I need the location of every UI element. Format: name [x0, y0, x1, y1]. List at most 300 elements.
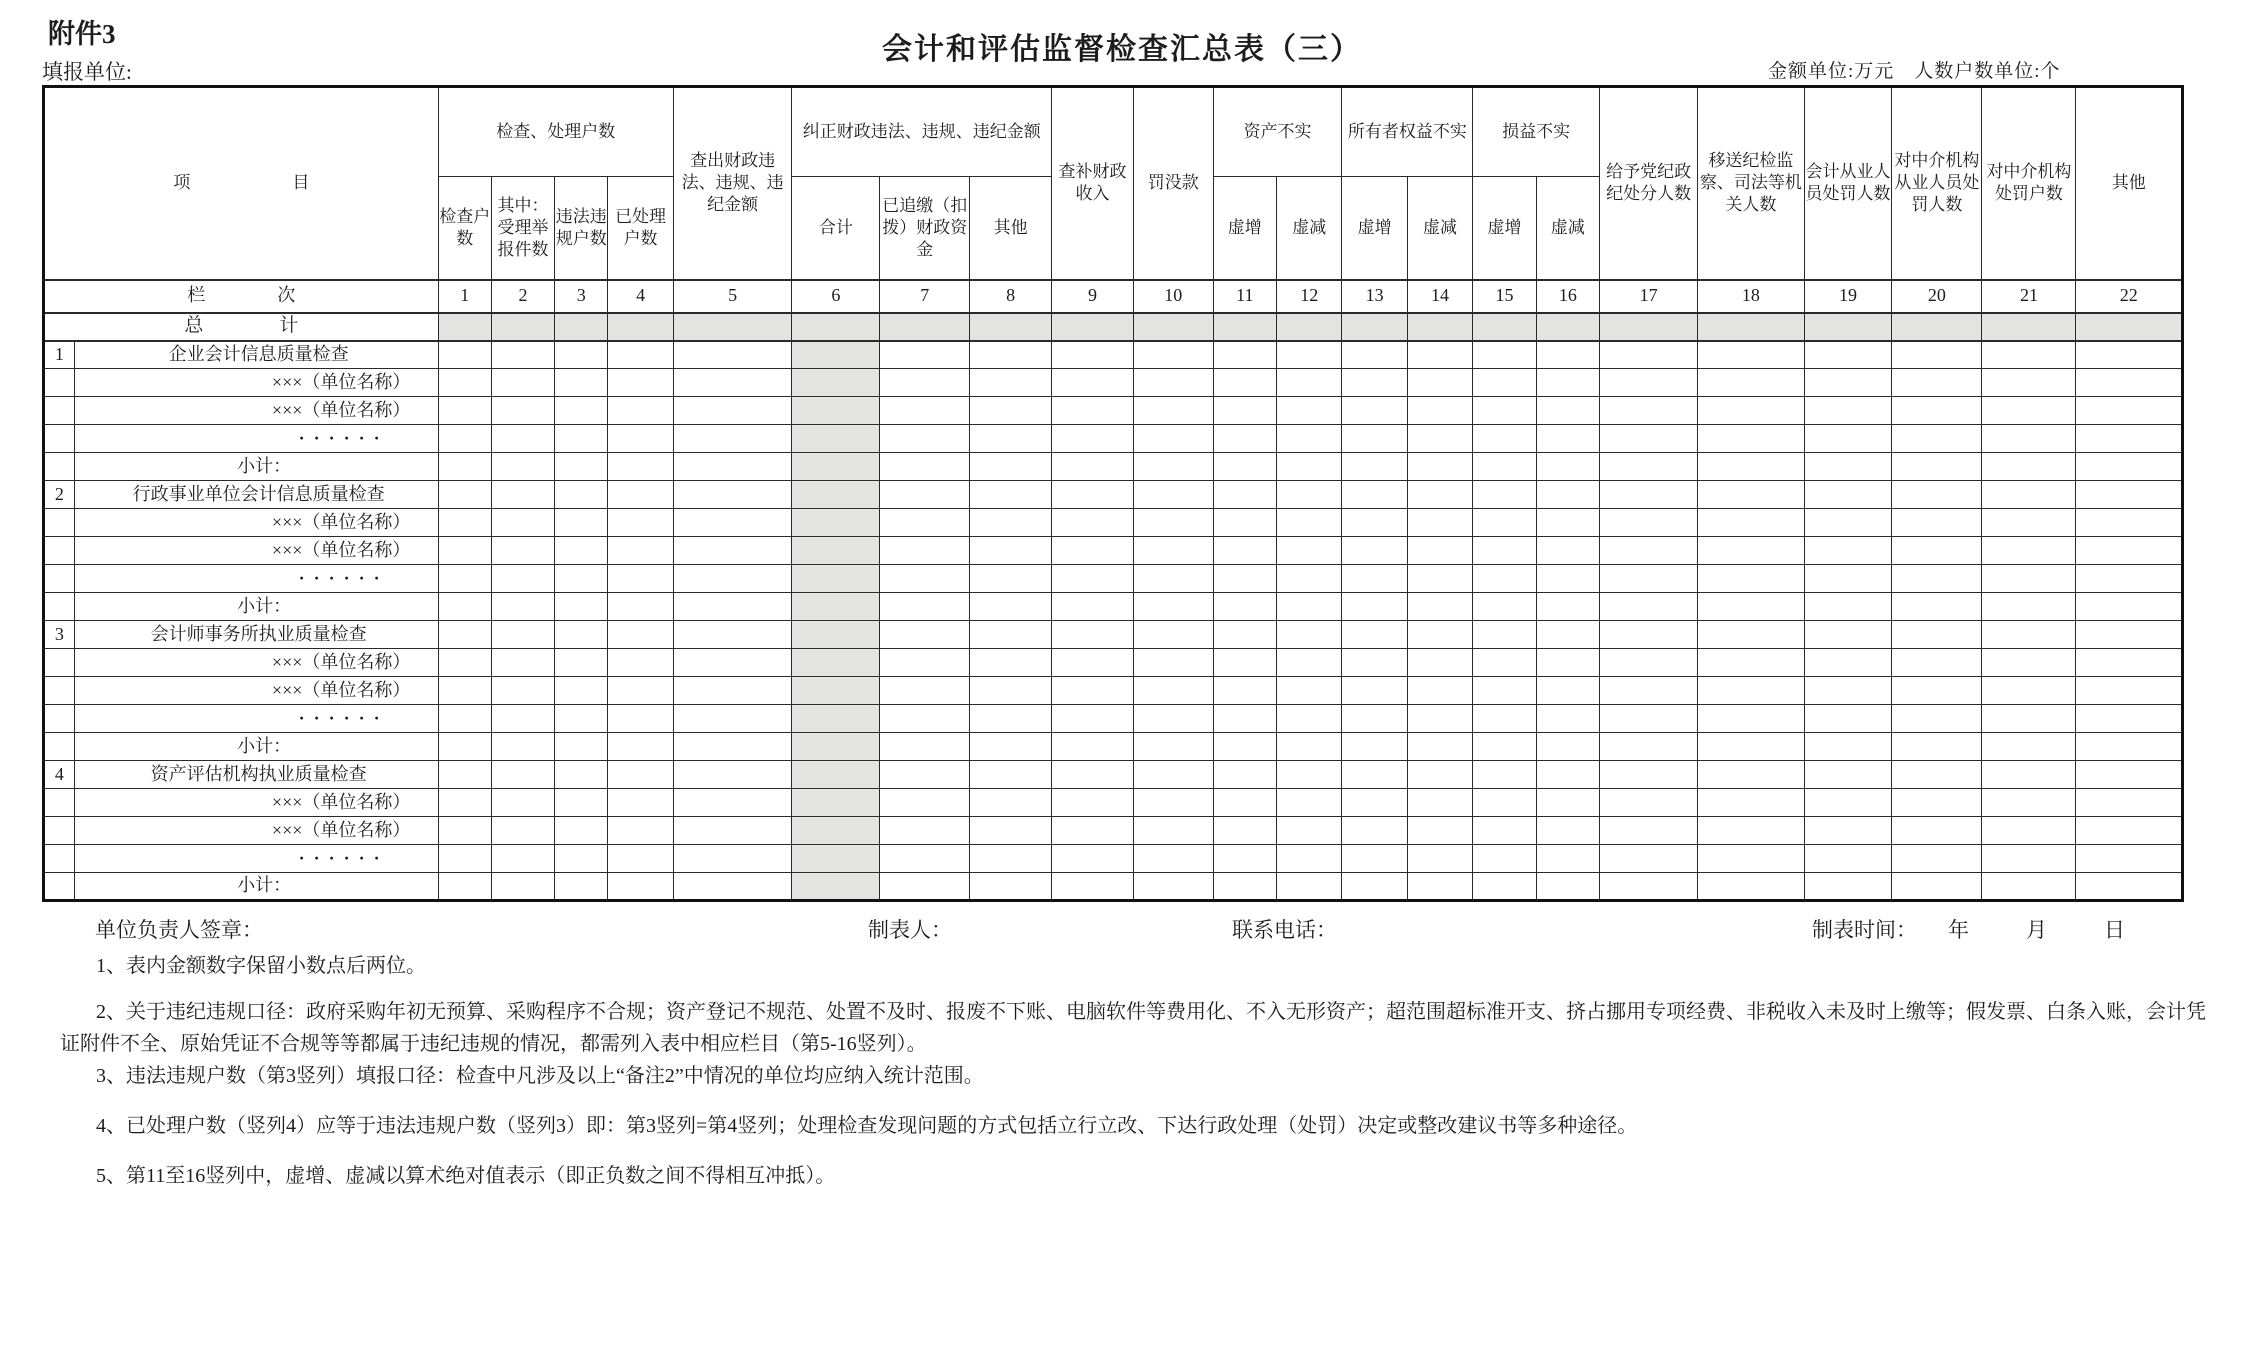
table-row — [44, 397, 2183, 425]
data-cell — [1407, 845, 1472, 873]
data-cell — [608, 761, 673, 789]
data-cell — [1473, 649, 1536, 677]
table-row — [44, 509, 2183, 537]
data-cell — [1804, 509, 1892, 537]
col-number-cell: 20 — [1892, 280, 1982, 313]
data-cell — [491, 369, 554, 397]
data-cell — [1407, 649, 1472, 677]
table-row — [44, 873, 2183, 901]
data-cell — [438, 453, 491, 481]
data-cell — [1407, 817, 1472, 845]
data-cell — [880, 509, 970, 537]
data-cell — [1600, 565, 1698, 593]
row-number-cell — [44, 845, 75, 873]
data-cell — [608, 397, 673, 425]
data-cell — [1052, 397, 1134, 425]
data-cell — [438, 481, 491, 509]
data-cell — [1342, 705, 1407, 733]
data-cell — [1133, 621, 1213, 649]
data-cell — [1804, 453, 1892, 481]
data-cell — [792, 341, 880, 369]
data-cell — [1804, 621, 1892, 649]
data-cell — [880, 397, 970, 425]
col-header-checked: 检查户数 — [438, 177, 491, 280]
data-cell — [1473, 537, 1536, 565]
data-cell — [1342, 845, 1407, 873]
data-cell — [1982, 397, 2076, 425]
data-cell — [970, 481, 1052, 509]
group-header-correct-amount: 纠正财政违法、违规、违纪金额 — [792, 87, 1052, 177]
data-cell — [1600, 509, 1698, 537]
data-cell — [1277, 425, 1342, 453]
data-cell — [555, 369, 608, 397]
data-cell — [438, 369, 491, 397]
data-cell — [1342, 481, 1407, 509]
row-label-cell: 企业会计信息质量检查 — [74, 341, 438, 369]
data-cell — [1473, 425, 1536, 453]
data-cell — [491, 509, 554, 537]
row-number-cell — [44, 369, 75, 397]
data-cell — [1277, 537, 1342, 565]
data-cell — [1982, 537, 2076, 565]
data-cell — [1133, 593, 1213, 621]
data-cell — [2076, 397, 2183, 425]
data-cell — [1407, 873, 1472, 901]
data-cell — [1536, 425, 1599, 453]
data-cell — [880, 761, 970, 789]
data-cell — [1982, 649, 2076, 677]
data-cell — [2076, 509, 2183, 537]
table-row — [44, 593, 2183, 621]
note-item: 3、违法违规户数（第3竖列）填报口径：检查中凡涉及以上“备注2”中情况的单位均应纳入统计范围。 — [96, 1065, 984, 1087]
data-cell — [880, 705, 970, 733]
col-number-cell: 14 — [1407, 280, 1472, 313]
data-cell — [1804, 341, 1892, 369]
data-cell — [1536, 593, 1599, 621]
data-cell — [880, 677, 970, 705]
row-label-cell: ×××（单位名称） — [74, 369, 438, 397]
data-cell — [880, 313, 970, 341]
data-cell — [555, 425, 608, 453]
data-cell — [1982, 509, 2076, 537]
data-cell — [880, 649, 970, 677]
data-cell — [2076, 845, 2183, 873]
data-cell — [1600, 425, 1698, 453]
row-label-cell: 小计： — [74, 593, 438, 621]
data-cell — [1892, 845, 1982, 873]
group-header-profit-false: 损益不实 — [1473, 87, 1600, 177]
data-cell — [1536, 369, 1599, 397]
data-cell — [673, 649, 792, 677]
data-cell — [673, 369, 792, 397]
row-number-cell: 1 — [44, 341, 75, 369]
data-cell — [673, 509, 792, 537]
data-cell — [1213, 509, 1276, 537]
data-cell — [438, 341, 491, 369]
data-cell — [1052, 313, 1134, 341]
data-cell — [1804, 397, 1892, 425]
row-label-cell: 资产评估机构执业质量检查 — [74, 761, 438, 789]
data-cell — [970, 313, 1052, 341]
row-number-cell — [44, 509, 75, 537]
data-cell — [1213, 845, 1276, 873]
data-cell — [970, 761, 1052, 789]
data-cell — [1536, 873, 1599, 901]
signature-label: 单位负责人签章： — [95, 918, 263, 942]
col-number-cell: 2 — [491, 280, 554, 313]
data-cell — [1892, 481, 1982, 509]
data-cell — [673, 453, 792, 481]
data-cell — [1473, 705, 1536, 733]
data-cell — [970, 621, 1052, 649]
row-label-cell: 小计： — [74, 453, 438, 481]
data-cell — [1892, 789, 1982, 817]
data-cell — [1407, 593, 1472, 621]
data-cell — [1407, 677, 1472, 705]
row-label-cell: 小计： — [74, 733, 438, 761]
data-cell — [1892, 649, 1982, 677]
table-row — [44, 761, 2183, 789]
data-cell — [1698, 425, 1804, 453]
data-cell — [438, 593, 491, 621]
data-cell — [608, 733, 673, 761]
data-cell — [1052, 509, 1134, 537]
data-cell — [1213, 565, 1276, 593]
data-cell — [880, 789, 970, 817]
data-cell — [608, 705, 673, 733]
data-cell — [1473, 369, 1536, 397]
col-header-reported: 其中：受理举报件数 — [491, 177, 554, 280]
data-cell — [1133, 369, 1213, 397]
data-cell — [1277, 397, 1342, 425]
data-cell — [608, 369, 673, 397]
data-cell — [1804, 873, 1892, 901]
preparer-label: 制表人： — [868, 918, 952, 942]
table-row — [44, 677, 2183, 705]
group-header-equity-false: 所有者权益不实 — [1342, 87, 1473, 177]
data-cell — [792, 425, 880, 453]
col-number-cell: 17 — [1600, 280, 1698, 313]
data-cell — [1600, 453, 1698, 481]
data-cell — [555, 705, 608, 733]
data-cell — [1698, 789, 1804, 817]
row-label-cell: ······ — [74, 845, 438, 873]
data-cell — [438, 789, 491, 817]
data-cell — [1342, 677, 1407, 705]
data-cell — [673, 873, 792, 901]
data-cell — [792, 649, 880, 677]
data-cell — [970, 537, 1052, 565]
data-cell — [1536, 761, 1599, 789]
col-number-cell: 7 — [880, 280, 970, 313]
group-header-asset-false: 资产不实 — [1213, 87, 1342, 177]
data-cell — [2076, 313, 2183, 341]
data-cell — [1892, 817, 1982, 845]
data-cell — [555, 677, 608, 705]
col-number-cell: 10 — [1133, 280, 1213, 313]
data-cell — [673, 817, 792, 845]
data-cell — [1213, 481, 1276, 509]
data-cell — [1536, 481, 1599, 509]
data-cell — [1698, 649, 1804, 677]
col-number-cell: 15 — [1473, 280, 1536, 313]
data-cell — [2076, 621, 2183, 649]
data-cell — [1982, 845, 2076, 873]
data-cell — [1277, 705, 1342, 733]
phone-label: 联系电话： — [1232, 918, 1337, 942]
data-cell — [1133, 341, 1213, 369]
data-cell — [608, 313, 673, 341]
data-cell — [970, 565, 1052, 593]
data-cell — [1892, 705, 1982, 733]
data-cell — [1133, 509, 1213, 537]
data-cell — [1277, 565, 1342, 593]
table-row — [44, 481, 2183, 509]
data-cell — [1892, 537, 1982, 565]
data-cell — [1892, 733, 1982, 761]
data-cell — [1473, 677, 1536, 705]
row-number-cell — [44, 873, 75, 901]
data-cell — [1982, 453, 2076, 481]
data-cell — [1407, 621, 1472, 649]
data-cell — [2076, 761, 2183, 789]
data-cell — [1600, 649, 1698, 677]
row-label-cell: ×××（单位名称） — [74, 397, 438, 425]
data-cell — [1407, 481, 1472, 509]
data-cell — [1892, 593, 1982, 621]
data-cell — [1600, 761, 1698, 789]
data-cell — [1698, 313, 1804, 341]
data-cell — [1600, 621, 1698, 649]
data-cell — [1213, 313, 1276, 341]
data-cell — [1133, 873, 1213, 901]
data-cell — [970, 845, 1052, 873]
data-cell — [792, 789, 880, 817]
data-cell — [792, 593, 880, 621]
data-cell — [1133, 313, 1213, 341]
data-cell — [1342, 537, 1407, 565]
data-cell — [1536, 845, 1599, 873]
data-cell — [970, 705, 1052, 733]
data-cell — [792, 677, 880, 705]
data-cell — [970, 341, 1052, 369]
data-cell — [673, 397, 792, 425]
data-cell — [2076, 593, 2183, 621]
data-cell — [673, 481, 792, 509]
data-cell — [1133, 845, 1213, 873]
data-cell — [608, 341, 673, 369]
data-cell — [1892, 397, 1982, 425]
data-cell — [1600, 397, 1698, 425]
data-cell — [1804, 817, 1892, 845]
row-label-cell: ×××（单位名称） — [74, 677, 438, 705]
data-cell — [1536, 677, 1599, 705]
data-cell — [792, 453, 880, 481]
data-cell — [1133, 705, 1213, 733]
data-cell — [1982, 705, 2076, 733]
data-cell — [2076, 453, 2183, 481]
data-cell — [2076, 789, 2183, 817]
col-number-cell: 4 — [608, 280, 673, 313]
data-cell — [555, 341, 608, 369]
data-cell — [1277, 817, 1342, 845]
data-cell — [608, 817, 673, 845]
row-number-cell — [44, 677, 75, 705]
data-cell — [1407, 509, 1472, 537]
data-cell — [970, 509, 1052, 537]
note-item: 1、表内金额数字保留小数点后两位。 — [96, 955, 426, 977]
col-number-cell: 22 — [2076, 280, 2183, 313]
col-header-transfer-organs: 移送纪检监察、司法等机关人数 — [1698, 87, 1804, 280]
data-cell — [880, 873, 970, 901]
data-cell — [1407, 425, 1472, 453]
data-cell — [1407, 313, 1472, 341]
date-label: 制表时间： — [1812, 918, 1917, 942]
data-cell — [1407, 761, 1472, 789]
data-cell — [1473, 873, 1536, 901]
data-cell — [673, 761, 792, 789]
data-cell — [673, 677, 792, 705]
table-row — [44, 649, 2183, 677]
data-cell — [792, 397, 880, 425]
data-cell — [438, 649, 491, 677]
data-cell — [1213, 817, 1276, 845]
data-cell — [970, 369, 1052, 397]
col-header-illegal: 违法违规户数 — [555, 177, 608, 280]
data-cell — [491, 789, 554, 817]
data-cell — [1600, 817, 1698, 845]
data-cell — [491, 649, 554, 677]
row-label-cell: ×××（单位名称） — [74, 817, 438, 845]
col-number-cell: 19 — [1804, 280, 1892, 313]
data-cell — [1213, 621, 1276, 649]
row-label-cell: ······ — [74, 425, 438, 453]
data-cell — [1804, 845, 1892, 873]
data-cell — [1600, 789, 1698, 817]
data-cell — [1213, 789, 1276, 817]
data-cell — [970, 733, 1052, 761]
data-cell — [2076, 537, 2183, 565]
data-cell — [491, 453, 554, 481]
data-cell — [2076, 565, 2183, 593]
data-cell — [491, 397, 554, 425]
data-cell — [1213, 453, 1276, 481]
data-cell — [1407, 565, 1472, 593]
data-cell — [1213, 649, 1276, 677]
data-cell — [1600, 341, 1698, 369]
col-header-profit-overstate: 虚增 — [1473, 177, 1536, 280]
data-cell — [555, 649, 608, 677]
data-cell — [1982, 677, 2076, 705]
data-cell — [1052, 369, 1134, 397]
data-cell — [1804, 369, 1892, 397]
data-cell — [555, 873, 608, 901]
data-cell — [555, 845, 608, 873]
data-cell — [1892, 761, 1982, 789]
data-cell — [1277, 761, 1342, 789]
note-item: 2、关于违纪违规口径：政府采购年初无预算、采购程序不合规；资产登记不规范、处置不及时、报废不下账、电脑软件等费用化、不入无形资产；超范围超标准开支、挤占挪用专项经费、非税收入未及时上缴等；假发票、白条入账，会计凭证附件不全、原始凭证不合规等等都属于违纪违规的情况，都需列入表中相应栏目（第5-16竖列）。 — [60, 1001, 2206, 1055]
data-cell — [1052, 481, 1134, 509]
row-label-cell: 会计师事务所执业质量检查 — [74, 621, 438, 649]
data-cell — [1536, 453, 1599, 481]
data-cell — [555, 565, 608, 593]
data-cell — [792, 733, 880, 761]
data-cell — [792, 705, 880, 733]
table-row — [44, 425, 2183, 453]
data-cell — [1473, 341, 1536, 369]
data-cell — [1133, 761, 1213, 789]
data-cell — [1213, 341, 1276, 369]
data-cell — [1342, 453, 1407, 481]
col-number-cell: 13 — [1342, 280, 1407, 313]
data-cell — [1133, 649, 1213, 677]
data-cell — [1600, 733, 1698, 761]
data-cell — [1342, 397, 1407, 425]
data-cell — [1277, 313, 1342, 341]
data-cell — [1536, 397, 1599, 425]
data-cell — [1277, 733, 1342, 761]
data-cell — [880, 481, 970, 509]
data-cell — [438, 621, 491, 649]
data-cell — [1407, 537, 1472, 565]
col-header-agency-punished: 对中介机构处罚户数 — [1982, 87, 2076, 280]
data-cell — [1133, 481, 1213, 509]
data-cell — [1698, 481, 1804, 509]
data-cell — [792, 621, 880, 649]
data-cell — [438, 565, 491, 593]
data-cell — [1892, 677, 1982, 705]
data-cell — [1342, 425, 1407, 453]
data-cell — [491, 313, 554, 341]
data-cell — [673, 705, 792, 733]
data-cell — [1892, 621, 1982, 649]
data-cell — [555, 509, 608, 537]
table-row — [44, 341, 2183, 369]
data-cell — [1213, 537, 1276, 565]
data-cell — [1600, 369, 1698, 397]
data-cell — [1052, 733, 1134, 761]
data-cell — [970, 873, 1052, 901]
data-cell — [1213, 677, 1276, 705]
data-cell — [1982, 789, 2076, 817]
data-cell — [880, 341, 970, 369]
data-cell — [1213, 425, 1276, 453]
data-cell — [1600, 313, 1698, 341]
data-cell — [608, 649, 673, 677]
data-cell — [673, 425, 792, 453]
col-header-other: 其他 — [2076, 87, 2183, 280]
table-body — [44, 313, 2183, 901]
data-cell — [1982, 733, 2076, 761]
data-cell — [1536, 817, 1599, 845]
data-cell — [1342, 509, 1407, 537]
data-cell — [1698, 873, 1804, 901]
row-number-cell: 3 — [44, 621, 75, 649]
data-cell — [792, 313, 880, 341]
data-cell — [2076, 677, 2183, 705]
row-number-cell — [44, 817, 75, 845]
data-cell — [1473, 453, 1536, 481]
data-cell — [1133, 733, 1213, 761]
data-cell — [1982, 873, 2076, 901]
col-number-cell: 9 — [1052, 280, 1134, 313]
data-cell — [1892, 873, 1982, 901]
row-label-cell: ×××（单位名称） — [74, 789, 438, 817]
data-cell — [608, 845, 673, 873]
col-header-fines: 罚没款 — [1133, 87, 1213, 280]
data-cell — [555, 397, 608, 425]
data-cell — [2076, 341, 2183, 369]
